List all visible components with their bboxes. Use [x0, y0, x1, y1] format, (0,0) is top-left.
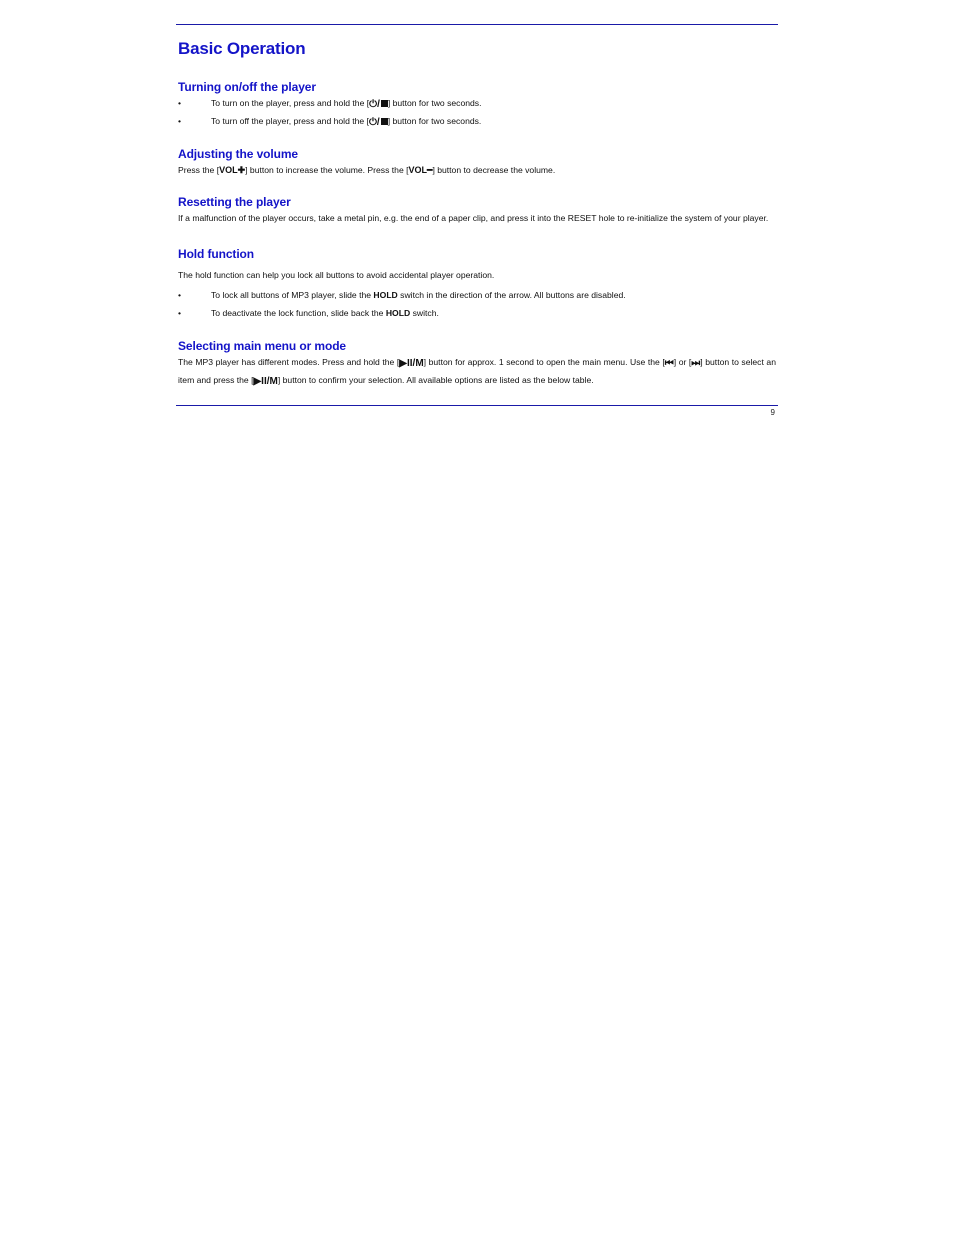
- play-pause-icon: ▶II: [253, 376, 267, 387]
- section-menu: [178, 338, 776, 390]
- page-content: [178, 38, 776, 390]
- section-heading-power: Turning on/off the player: [178, 80, 316, 94]
- page-title: Basic Operation: [178, 39, 306, 58]
- reset-text: If a malfunction of the player occurs, take a metal pin, e.g. the end of a paper clip, and press it into the RESET hole to re-initialize the system of your player.: [178, 213, 769, 223]
- list-item: • To lock all buttons of MP3 player, slide the HOLD switch in the direction of the arrow. All buttons are disabled.: [178, 286, 776, 304]
- slash-glyph: /: [266, 376, 270, 387]
- section-heading-hold: Hold function: [178, 247, 255, 261]
- plus-icon: ✚: [237, 165, 246, 175]
- bottom-rule: [176, 405, 778, 406]
- section-heading-menu: Selecting main menu or mode: [178, 339, 347, 353]
- bullet: •: [178, 98, 182, 108]
- hold-list: [178, 286, 776, 322]
- power-list: [178, 95, 776, 131]
- hold-word: HOLD: [373, 290, 398, 300]
- top-rule: [176, 24, 778, 25]
- section-volume: [178, 146, 776, 179]
- menu-text: The MP3 player has different modes. Press and hold the [▶II/M] button for approx. 1 second to open the main menu. Use the [⏮] or [⏭] button to select an item and press the [▶II/M] button to confirm your selection. All available options are listed as the below table.: [178, 354, 776, 390]
- minus-icon: ━: [427, 165, 433, 175]
- bullet: •: [178, 290, 182, 300]
- slash-glyph: /: [376, 117, 380, 128]
- mode-icon: M: [415, 358, 424, 369]
- list-item: • To deactivate the lock function, slide back the HOLD switch.: [178, 304, 776, 322]
- bullet: •: [178, 116, 182, 126]
- previous-icon: ⏮: [664, 358, 674, 369]
- power-icon: ⏻: [368, 117, 377, 128]
- section-power: [178, 79, 776, 131]
- section-heading-volume: Adjusting the volume: [178, 147, 299, 161]
- list-item: • To turn on the player, press and hold the [⏻/ ] button for two seconds.: [178, 95, 776, 113]
- section-hold: [178, 246, 776, 322]
- stop-square-icon: [381, 118, 388, 125]
- mode-icon: M: [269, 376, 278, 387]
- page-number: 9: [770, 408, 775, 417]
- vol-label: VOL: [408, 165, 428, 175]
- hold-intro: The hold function can help you lock all buttons to avoid accidental player operation.: [178, 270, 495, 280]
- section-reset: [178, 194, 776, 227]
- bullet: •: [178, 308, 182, 318]
- section-heading-reset: Resetting the player: [178, 195, 291, 209]
- power-icon: ⏻: [369, 99, 378, 110]
- stop-square-icon: [381, 100, 388, 107]
- volume-text: Press the [VOL✚] button to increase the volume. Press the [VOL━] button to decrease the volume.: [178, 165, 556, 175]
- hold-word: HOLD: [385, 308, 411, 318]
- slash-glyph: /: [377, 99, 380, 110]
- vol-label: VOL: [219, 165, 238, 175]
- list-item: • To turn off the player, press and hold the [⏻/ ] button for two seconds.: [178, 113, 776, 131]
- next-icon: ⏭: [691, 358, 701, 369]
- play-pause-icon: ▶II: [399, 358, 413, 369]
- slash-glyph: /: [412, 358, 416, 369]
